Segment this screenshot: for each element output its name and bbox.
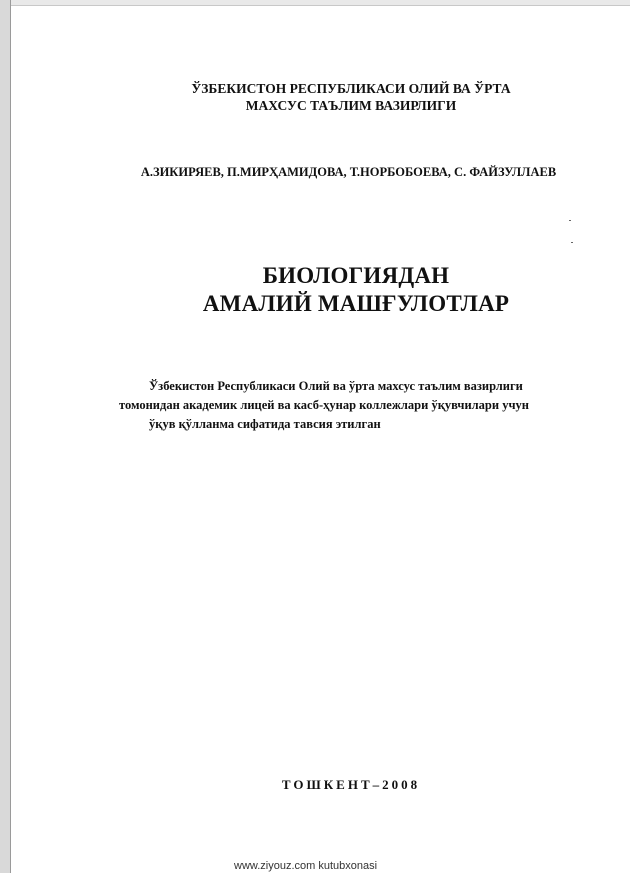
scan-speck	[571, 242, 573, 243]
ministry-line-2: МАХСУС ТАЪЛИМ ВАЗИРЛИГИ	[245, 98, 457, 113]
book-title	[11, 262, 630, 318]
authors-line: А.ЗИКИРЯЕВ, П.МИРҲАМИДОВА, Т.НОРБОБОЕВА, С. ФАЙЗУЛЛАЕВ	[140, 165, 557, 179]
viewer-left-edge	[0, 0, 11, 873]
title-line-2: АМАЛИЙ МАШҒУЛОТЛАР	[202, 291, 510, 316]
document-page	[11, 6, 630, 873]
watermark-text: www.ziyouz.com kutubxonasi	[234, 860, 378, 872]
ministry-line-1: ЎЗБЕКИСТОН РЕСПУБЛИКАСИ ОЛИЙ ВА ЎРТА	[191, 81, 511, 96]
approval-note	[119, 377, 589, 434]
ministry-heading	[11, 80, 630, 114]
approval-line-2: томонидан академик лицей ва касб-ҳунар коллежлари ўқувчилари учун	[119, 398, 529, 412]
approval-line-1: Ўзбекистон Республикаси Олий ва ўрта махсус таълим вазирлиги	[149, 379, 523, 393]
title-line-1: БИОЛОГИЯДАН	[262, 263, 450, 288]
scan-speck	[569, 220, 571, 221]
approval-line-3: ўқув қўлланма сифатида тавсия этилган	[149, 417, 381, 431]
city-year: ТОШКЕНТ–2008	[281, 777, 421, 792]
